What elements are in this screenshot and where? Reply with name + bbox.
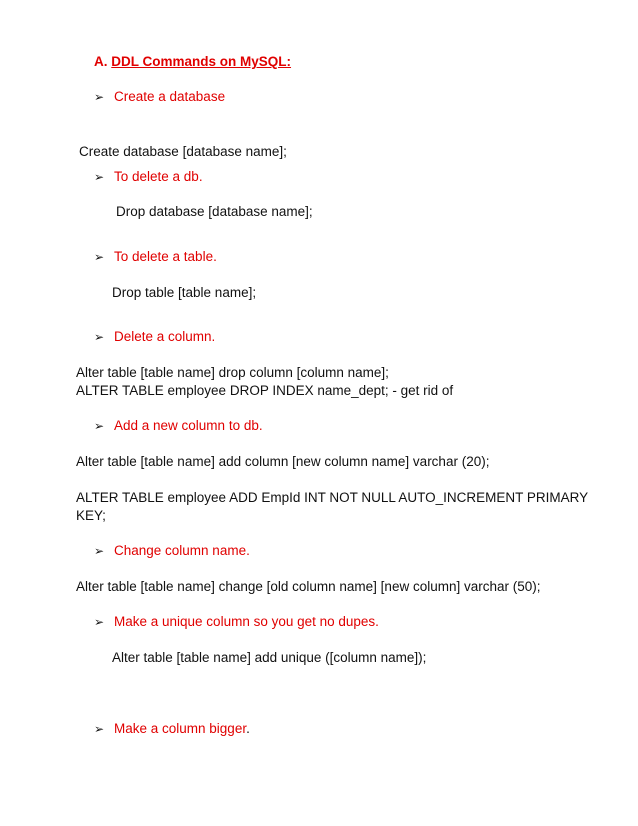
arrowhead-bullet-icon: ➢ [94,90,105,104]
arrowhead-bullet-icon: ➢ [94,419,105,433]
bullet-create-database [94,88,225,106]
arrowhead-bullet-icon: ➢ [94,615,105,629]
code-drop-table: Drop table [table name]; [112,285,257,300]
bullet-heading: Make a unique column so you get no dupes. [114,614,379,629]
section-title: DDL Commands on MySQL: [111,54,292,69]
bullet-heading-period: . [246,721,250,736]
code-change-column: Alter table [table name] change [old column name] [new column] varchar (50); [76,579,541,594]
arrowhead-bullet-icon: ➢ [94,330,105,344]
bullet-delete-db [94,168,203,186]
bullet-delete-column [94,328,215,346]
arrowhead-bullet-icon: ➢ [94,250,105,264]
arrowhead-bullet-icon: ➢ [94,722,105,736]
bullet-bigger-column [94,720,250,738]
code-drop-column: Alter table [table name] drop column [column name]; [76,365,389,380]
code-drop-index: ALTER TABLE employee DROP INDEX name_dept; - get rid of [76,383,454,398]
section-letter: A. [94,54,108,69]
arrowhead-bullet-icon: ➢ [94,544,105,558]
bullet-heading: Add a new column to db. [114,418,263,433]
bullet-heading: To delete a table. [114,249,217,264]
bullet-heading: Change column name. [114,543,250,558]
code-add-empid: ALTER TABLE employee ADD EmpId INT NOT NULL AUTO_INCREMENT PRIMARY [76,490,589,505]
code-add-empid-cont: KEY; [76,508,106,523]
bullet-heading: Delete a column. [114,329,216,344]
bullet-heading: Create a database [114,89,226,104]
bullet-unique-column [94,613,379,631]
code-drop-database: Drop database [database name]; [116,204,313,219]
section-heading [94,53,291,71]
bullet-heading: To delete a db. [114,169,203,184]
arrowhead-bullet-icon: ➢ [94,170,105,184]
code-add-column: Alter table [table name] add column [new column name] varchar (20); [76,454,490,469]
code-add-unique: Alter table [table name] add unique ([column name]); [112,650,427,665]
bullet-add-column [94,417,263,435]
bullet-change-column [94,542,250,560]
code-create-database: Create database [database name]; [79,144,287,159]
bullet-heading: Make a column bigger [114,721,247,736]
bullet-delete-table [94,248,217,266]
